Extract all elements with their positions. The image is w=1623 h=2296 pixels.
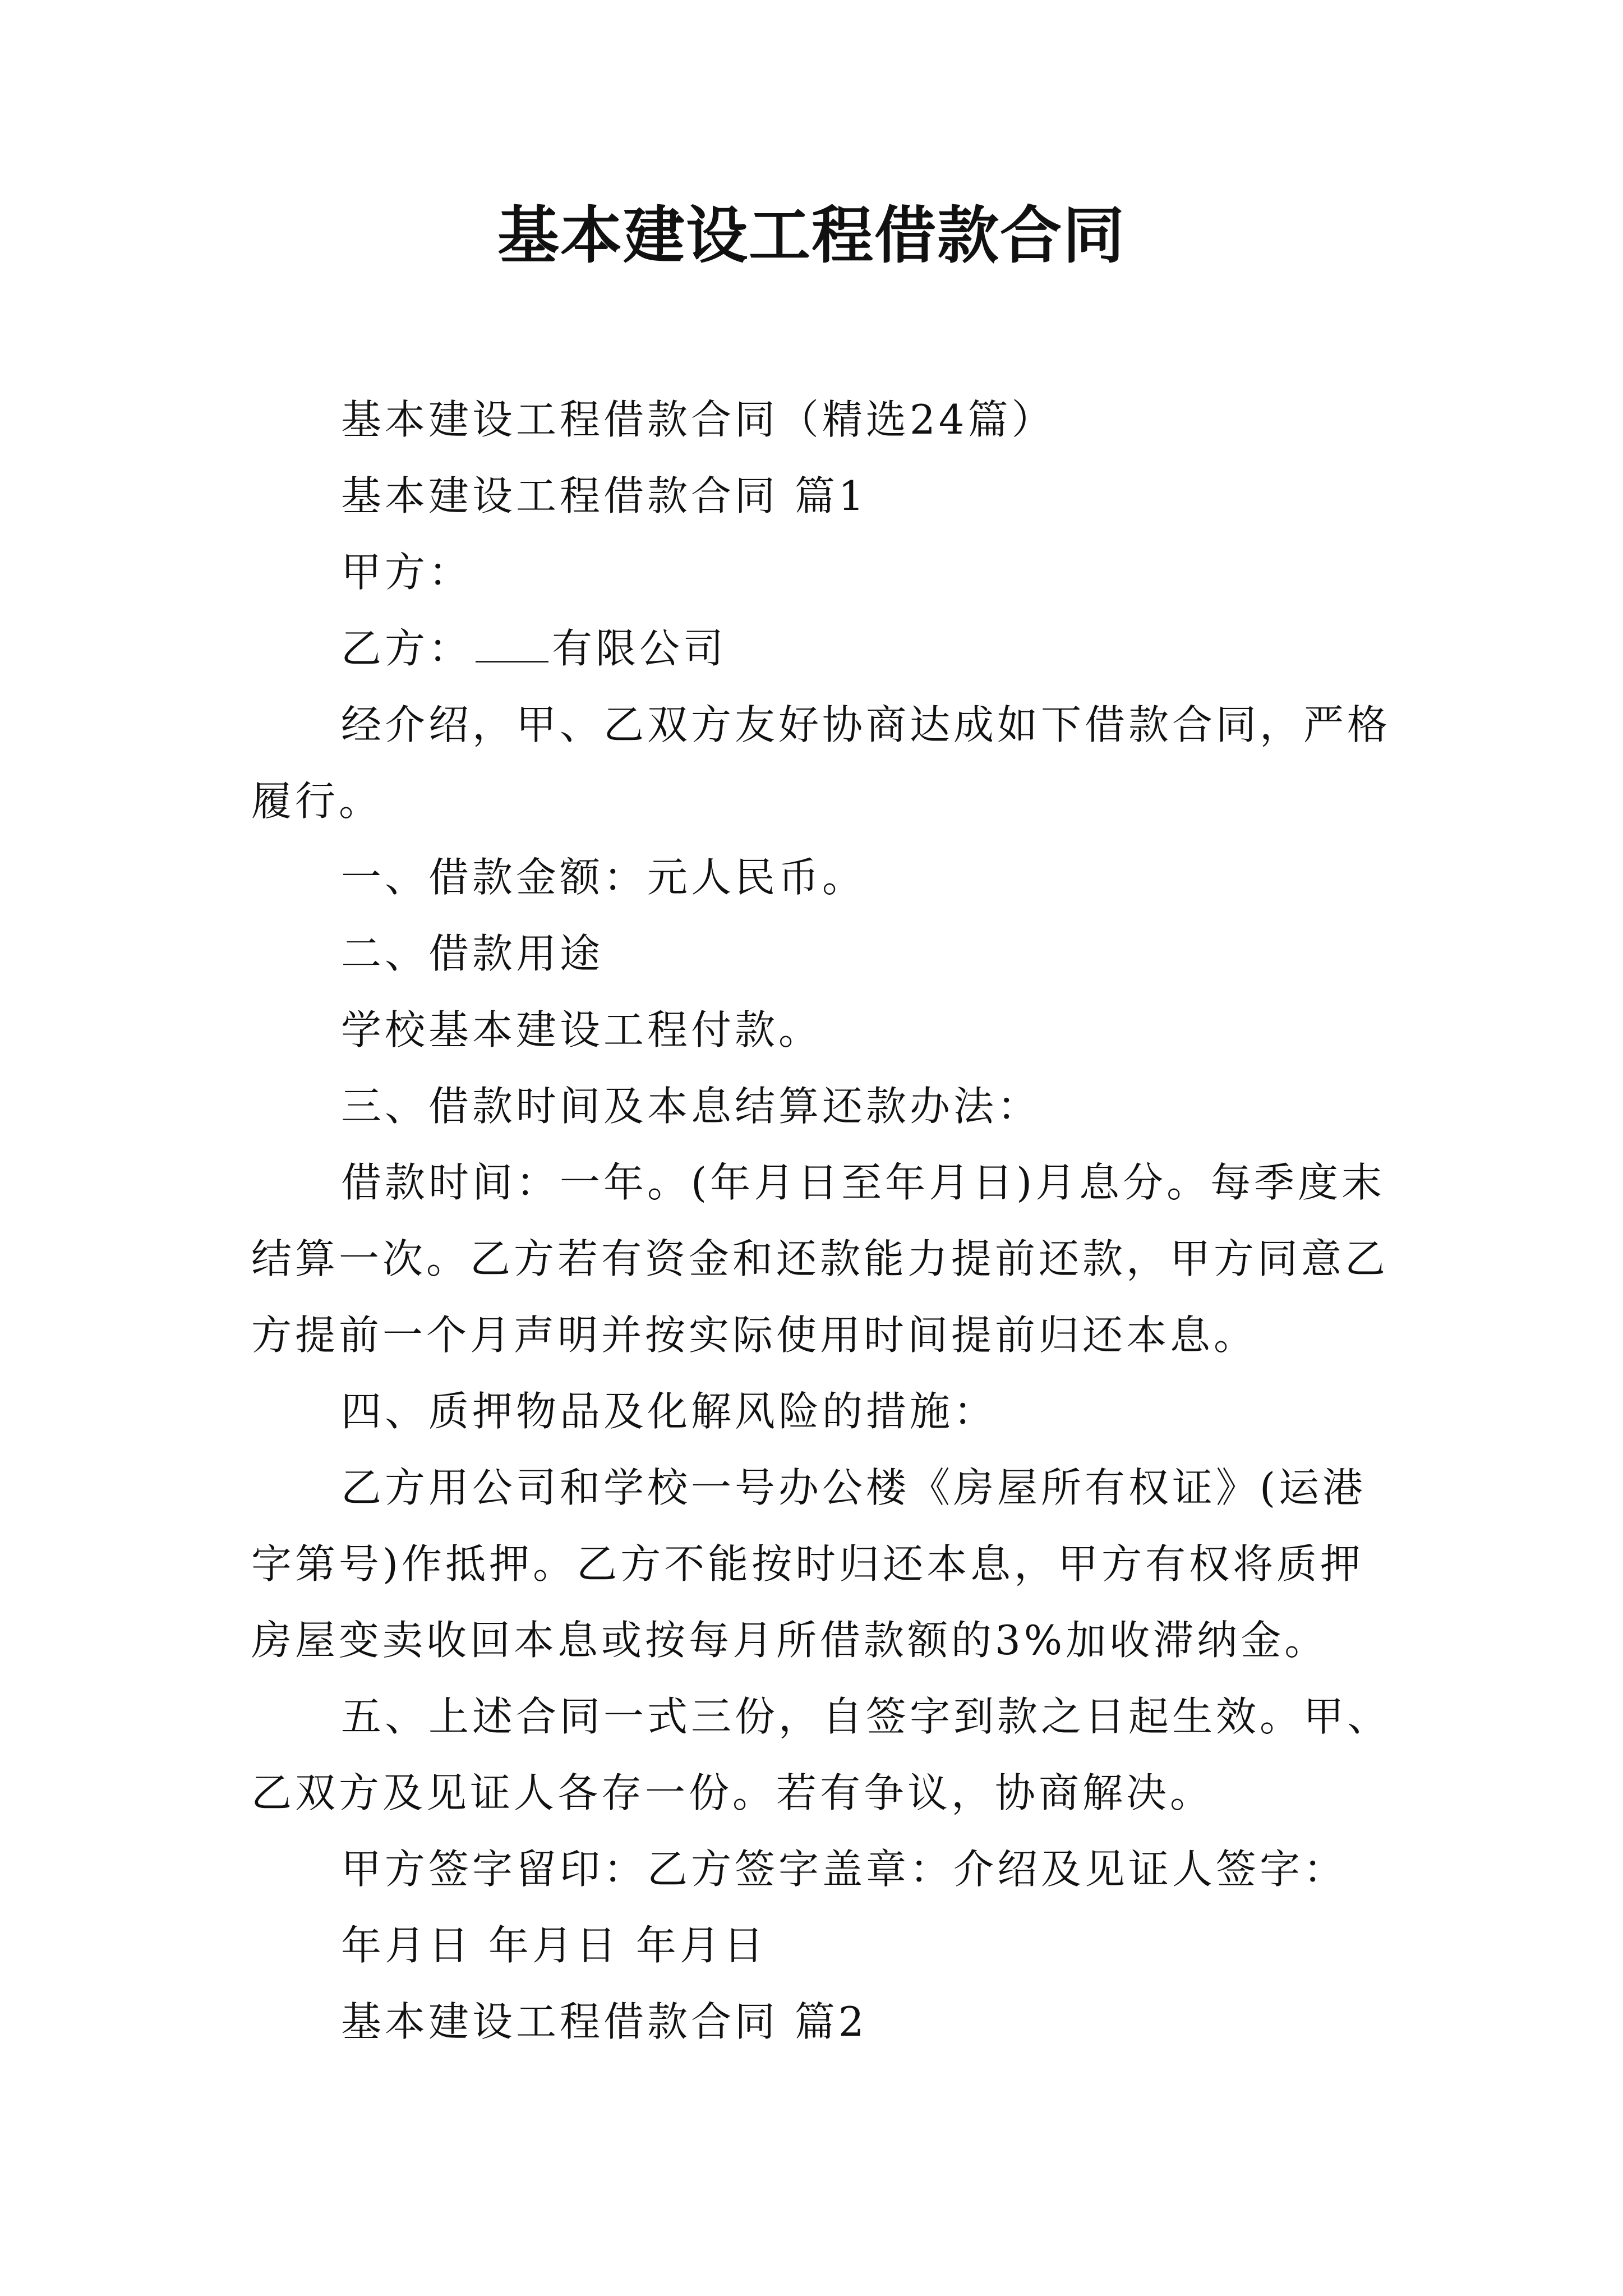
- section-heading-1: 基本建设工程借款合同 篇1: [341, 472, 868, 519]
- clause-1: 一、借款金额：元人民币。: [341, 854, 866, 901]
- blank-underline: [476, 627, 548, 662]
- clause-3-heading: 三、借款时间及本息结算还款办法：: [341, 1083, 1041, 1130]
- party-a-line: 甲方：: [341, 549, 473, 596]
- clause-2-heading: 二、借款用途: [341, 930, 604, 977]
- clause-2-text: 学校基本建设工程付款。: [341, 1006, 823, 1053]
- clause-3-text: 借款时间：一年。(年月日至年月日)月息分。每季度末结算一次。乙方若有资金和还款能力提前还款，甲方同意乙方提前一个月声明并按实际使用时间提前归还本息。: [251, 1159, 1389, 1359]
- intro-paragraph: 经介绍，甲、乙双方友好协商达成如下借款合同，严格履行。: [251, 701, 1391, 825]
- clause-4-text: 乙方用公司和学校一号办公楼《房屋所有权证》(运港字第号)作抵押。乙方不能按时归还本息，甲方有权将质押房屋变卖收回本息或按每月所借款额的3%加收滞纳金。: [251, 1464, 1367, 1664]
- clause-5: 五、上述合同一式三份，自签字到款之日起生效。甲、乙双方及见证人各存一份。若有争议，协商解决。: [251, 1693, 1391, 1816]
- document-body: [251, 381, 1407, 2060]
- party-b-company: 有限公司: [552, 625, 727, 672]
- section-heading-2: 基本建设工程借款合同 篇2: [341, 1998, 868, 2045]
- date-line: 年月日 年月日 年月日: [341, 1922, 767, 1969]
- party-b-line: [251, 610, 1407, 687]
- party-b-label: 乙方：: [341, 625, 473, 672]
- subtitle: 基本建设工程借款合同（精选24篇）: [341, 396, 1055, 443]
- signature-line: 甲方签字留印：乙方签字盖章：介绍及见证人签字：: [341, 1846, 1348, 1893]
- clause-4-heading: 四、质押物品及化解风险的措施：: [341, 1388, 998, 1435]
- document-title: 基本建设工程借款合同: [497, 200, 1126, 272]
